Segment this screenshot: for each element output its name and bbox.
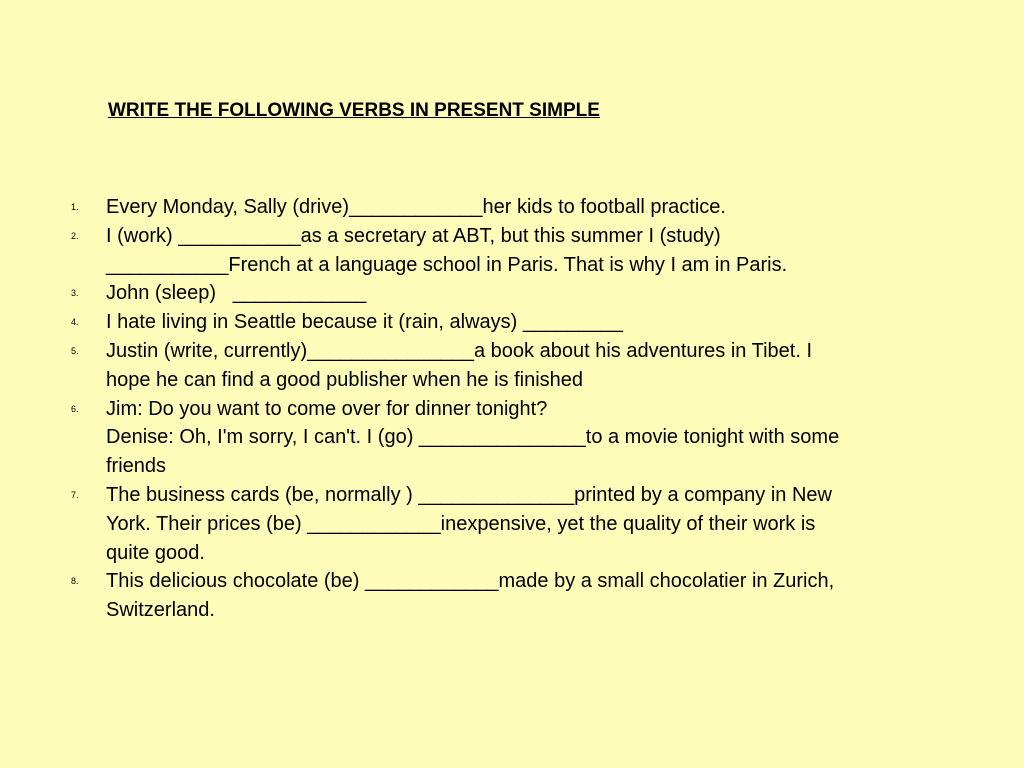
- item-text: The business cards (be, normally ) ______________printed by a company in New: [106, 483, 832, 506]
- list-item: [0, 279, 966, 308]
- list-item: [0, 567, 966, 625]
- list-item: [0, 337, 966, 395]
- item-text: quite good.: [106, 541, 205, 564]
- list-item: [0, 222, 966, 280]
- exercise-title: WRITE THE FOLLOWING VERBS IN PRESENT SIMPLE: [108, 100, 600, 121]
- item-number: 1.: [71, 202, 79, 212]
- item-text: ___________French at a language school in Paris. That is why I am in Paris.: [106, 253, 788, 276]
- item-text: Denise: Oh, I'm sorry, I can't. I (go) _______________to a movie tonight with some: [106, 426, 840, 449]
- item-number: 8.: [71, 576, 79, 587]
- item-text: friends: [106, 455, 167, 478]
- item-text: hope he can find a good publisher when he is finished: [106, 368, 584, 391]
- item-text: Switzerland.: [106, 599, 215, 622]
- item-text: I (work) ___________as a secretary at ABT, but this summer I (study): [106, 224, 721, 247]
- item-text: John (sleep) ____________: [106, 282, 367, 305]
- list-item: [0, 193, 966, 222]
- item-number: 2.: [71, 230, 79, 241]
- item-text: Every Monday, Sally (drive)____________her kids to football practice.: [106, 196, 726, 218]
- item-number: 6.: [71, 403, 79, 414]
- list-item: [0, 395, 966, 481]
- item-text: York. Their prices (be) ____________inexpensive, yet the quality of their work is: [106, 512, 816, 535]
- item-text: Justin (write, currently)_______________a book about his adventures in Tibet. I: [106, 339, 812, 362]
- list-item: [0, 481, 966, 567]
- item-text: Jim: Do you want to come over for dinner tonight?: [106, 397, 548, 420]
- item-number: 4.: [71, 317, 79, 328]
- item-number: 3.: [71, 288, 79, 299]
- item-number: 7.: [71, 489, 79, 500]
- item-number: 5.: [71, 345, 79, 356]
- exercise-list: [0, 193, 1024, 625]
- item-text: I hate living in Seattle because it (rain, always) _________: [106, 311, 623, 334]
- item-text: This delicious chocolate (be) ____________made by a small chocolatier in Zurich,: [106, 570, 835, 593]
- list-item: [0, 308, 966, 337]
